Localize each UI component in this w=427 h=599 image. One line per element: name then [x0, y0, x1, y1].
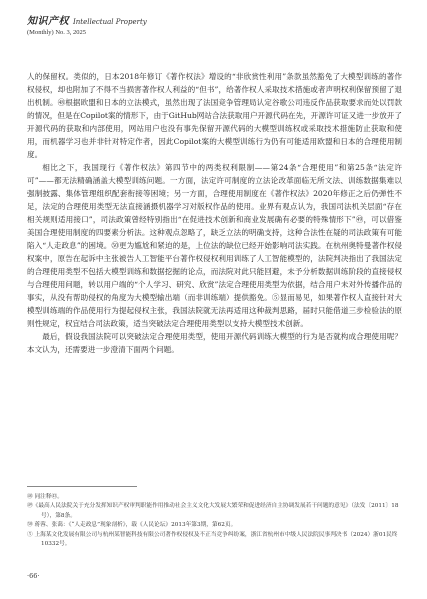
- journal-title-en: Intellectual Property: [73, 18, 147, 26]
- paragraph: 相比之下，我国现行《著作权法》第四节中的两类权利限制——第24条“合理使用”和第25条“法定许可”——都无法精确涵盖大模型训练问题。一方面，法定许可制度的立法论改革面临无所文法、训练数据集难以强制披露、集体管理组织配套衔接等困境；另一方面，合理使用制度在《著作权法》2020年修正之后仍弹性不足，法定的合理使用类型无法直接涵摄机器学习对版权作品的使用。业界有观点认为，我国司法机关层面“存在相关规则适用接口”，司法政策曾经特别指出“在促进技术创新和商业发展确有必要的特殊情形下”㊾，可以借鉴美国合理使用制度的四要素分析法。这种观点忽略了，缺乏立法的明确支持，这种合法性在疑的司法政策有可能陷入“人走政息”的困境。㊿更为尴尬和紧迫的是，上位法的缺位已经开始影响司法实践。在杭州奥特曼著作权侵权案中，原告在起诉中主张被告人工智能平台著作权侵权利用训练了人工智能模型的，法院判决指出了我国法定的合理使用类型不包括大模型训练和数据挖掘的论点，而法院对此只能回避，未予分析数据训练阶段的直接侵权与合理使用问题，转以用户端的“个人学习、研究、欣赏”法定合理使用类型为依据，结合用户未对外传播作品的事实，从没有帮助侵权的角度为大模型输出端（而非训练端）提供豁免。⑤显而易见，如果著作权人直接针对大模型训练端的作品使用行为提起侵权主张，我国法院就无法再适用这种裁判思路，届时只能借道三步检验法的原则性规定，权宜结合司法政策，适当突破法定合理使用类型以支持大模型技术创新。: [27, 163, 402, 328]
- article-body: [27, 70, 402, 356]
- footnote-divider: [27, 486, 137, 487]
- issue-info: (Monthly) No. 3, 2025: [27, 29, 87, 36]
- journal-header: [27, 12, 147, 36]
- footnotes: [27, 493, 402, 549]
- footnote: ㊽ 同注释㊸。: [27, 494, 63, 500]
- paragraph: 最后，假设我国法院可以突破法定合理使用类型，使用开源代码训练大模型的行为是否就构成合理使用呢？本文认为，还需要进一步澄清下面两个问题。: [27, 332, 402, 354]
- paragraph: 人的保留权。类似的，日本2018年修订《著作权法》增设的“非欣赏性利用”条款虽然豁免了大模型训练的著作权侵权，却也附加了不得不当损害著作权人利益的“但书”，给著作权人采取技术措施或者声明权利保留预留了退出机制。㊽根据欧盟和日本的立法模式，虽然出现了法国竞争管理局认定谷歌公司违反作品获取要求而处以罚款的情况，但是在Copilot案的情形下，由于GitHub网站合法获取用户开源代码在先，开源许可证又进一步放开了开源代码的获取和内部使用，网站用户也没有事先保留开源代码的大模型训练权或采取技术措施防止获取和使用，而机器学习也并非针对特定作者，因此Copilot案的大模型训练行为仍有可能适用欧盟和日本的合理使用制度。: [27, 72, 402, 159]
- footnote: ㊾《最高人民法院关于充分发挥知识产权审判职能作用推动社会主义文化大发展大繁荣和促进经济自主协调发展若干问题的意见》（法发〔2011〕18号），第8条。: [27, 503, 399, 519]
- footnote: ㊿ 蒋蓉、张蔼：《“人走政息”现象剖析》，载《人民论坛》2013年第3期，第62页。: [27, 522, 237, 529]
- footnote: ⑤ 上海某文化发展有限公司与杭州某智能科技有限公司著作权侵权及不正当竞争纠纷案，浙江省杭州市中级人民法院民事判决书（2024）浙01民终10332号。: [27, 531, 398, 548]
- journal-title-cn: 知识产权: [27, 16, 69, 27]
- page-number: ·66·: [27, 572, 40, 580]
- journal-logo: [27, 12, 147, 27]
